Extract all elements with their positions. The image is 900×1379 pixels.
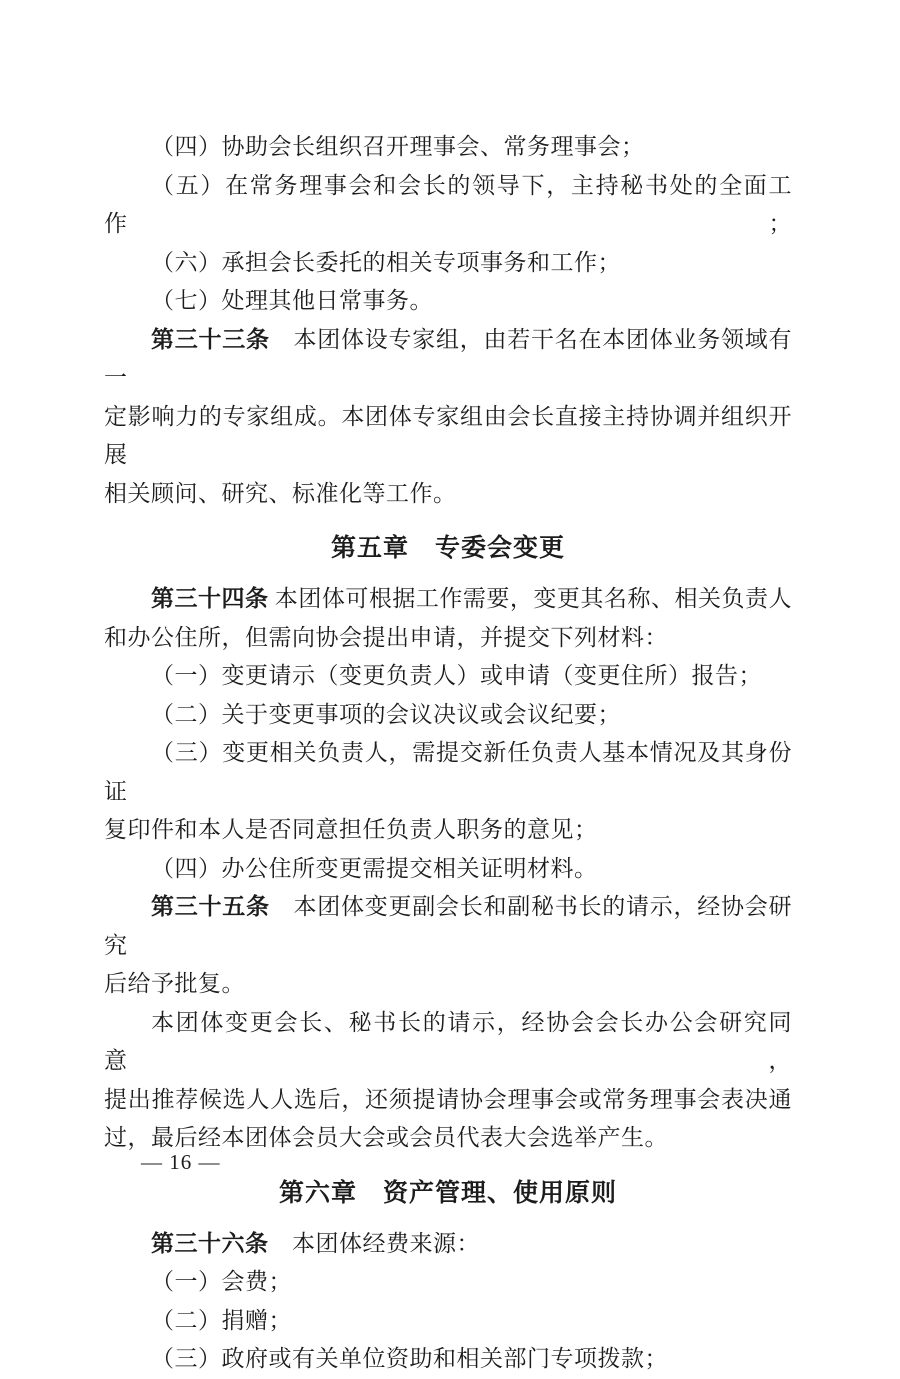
paragraph [104, 580, 792, 657]
paragraph [104, 1340, 792, 1379]
paragraph [104, 888, 792, 1004]
page-number: — 16 — [141, 1150, 221, 1174]
line-text: （一）会费； [151, 1269, 292, 1294]
chapter-heading: 第六章 资产管理、使用原则 [278, 1178, 617, 1207]
line-text: （五）在常务理事会和会长的领导下，主持秘书处的全面工作； [104, 172, 792, 236]
text-line [104, 1225, 792, 1264]
line-text: （四）办公住所变更需提交相关证明材料。 [151, 855, 598, 881]
line-text: （三）政府或有关单位资助和相关部门专项拨款； [151, 1346, 668, 1371]
paragraph [104, 734, 792, 850]
article-number: 第三十四条 [151, 586, 269, 611]
text-line [104, 475, 792, 514]
line-text: 定影响力的专家组成。本团体专家组由会长直接主持协调并组织开展 [104, 403, 792, 467]
line-text: 本团体变更会长、秘书长的请示，经协会会长办公会研究同意， [104, 1009, 792, 1073]
text-line [104, 1302, 792, 1341]
text-line [104, 128, 792, 167]
text-line [104, 1263, 792, 1302]
article-number: 第三十三条 [151, 326, 270, 352]
line-text: 本团体设专家组，由若干名在本团体业务领域有一 [104, 326, 792, 390]
line-text: 提出推荐候选人人选后，还须提请协会理事会或常务理事会表决通 [104, 1086, 792, 1112]
text-line [104, 811, 792, 850]
line-text: 过，最后经本团体会员大会或会员代表大会选举产生。 [104, 1125, 668, 1150]
text-line [104, 888, 792, 965]
paragraph [104, 1004, 792, 1158]
paragraph [104, 696, 792, 735]
line-text: （四）协助会长组织召开理事会、常务理事会； [151, 134, 645, 159]
line-text: （一）变更请示（变更负责人）或申请（变更住所）报告； [151, 663, 762, 688]
text-line [104, 1004, 792, 1081]
paragraph [104, 850, 792, 889]
text-line [104, 167, 792, 244]
article-number: 第三十五条 [151, 894, 270, 919]
text-line [104, 1340, 792, 1379]
article-number: 第三十六条 [151, 1230, 269, 1256]
text-line [104, 1081, 792, 1120]
text-line [104, 398, 792, 475]
text-line [104, 619, 792, 658]
line-text: （三）变更相关负责人，需提交新任负责人基本情况及其身份证 [104, 740, 792, 804]
text-line [104, 696, 792, 735]
paragraph [104, 167, 792, 244]
document-content [104, 128, 792, 1379]
line-text: （二）捐赠； [151, 1307, 292, 1333]
line-text: 和办公住所，但需向协会提出申请，并提交下列材料： [104, 624, 668, 650]
text-line [104, 965, 792, 1004]
paragraph [104, 244, 792, 283]
text-line [104, 244, 792, 283]
line-text: 复印件和本人是否同意担任负责人职务的意见； [104, 817, 598, 842]
line-text: 本团体可根据工作需要，变更其名称、相关负责人 [268, 586, 793, 611]
text-line [104, 282, 792, 321]
chapter-heading: 第五章 专委会变更 [330, 534, 565, 562]
paragraph [104, 128, 792, 167]
paragraph [104, 282, 792, 321]
page-footer [141, 1147, 221, 1177]
text-line [104, 580, 792, 619]
line-text: 本团体变更副会长和副秘书长的请示，经协会研究 [104, 894, 792, 958]
line-text: 后给予批复。 [104, 971, 245, 996]
line-text: （二）关于变更事项的会议决议或会议纪要； [151, 701, 621, 727]
line-text: （七）处理其他日常事务。 [151, 288, 433, 313]
text-line [104, 657, 792, 696]
paragraph [104, 321, 792, 514]
text-line [104, 850, 792, 889]
paragraph [104, 657, 792, 696]
paragraph [104, 1263, 792, 1302]
line-text: 相关顾问、研究、标准化等工作。 [104, 480, 457, 506]
line-text: （六）承担会长委托的相关专项事务和工作； [151, 249, 621, 275]
paragraph [104, 1225, 792, 1264]
line-text: 本团体经费来源： [268, 1230, 480, 1256]
text-line [104, 734, 792, 811]
text-line [104, 321, 792, 398]
paragraph [104, 1302, 792, 1341]
